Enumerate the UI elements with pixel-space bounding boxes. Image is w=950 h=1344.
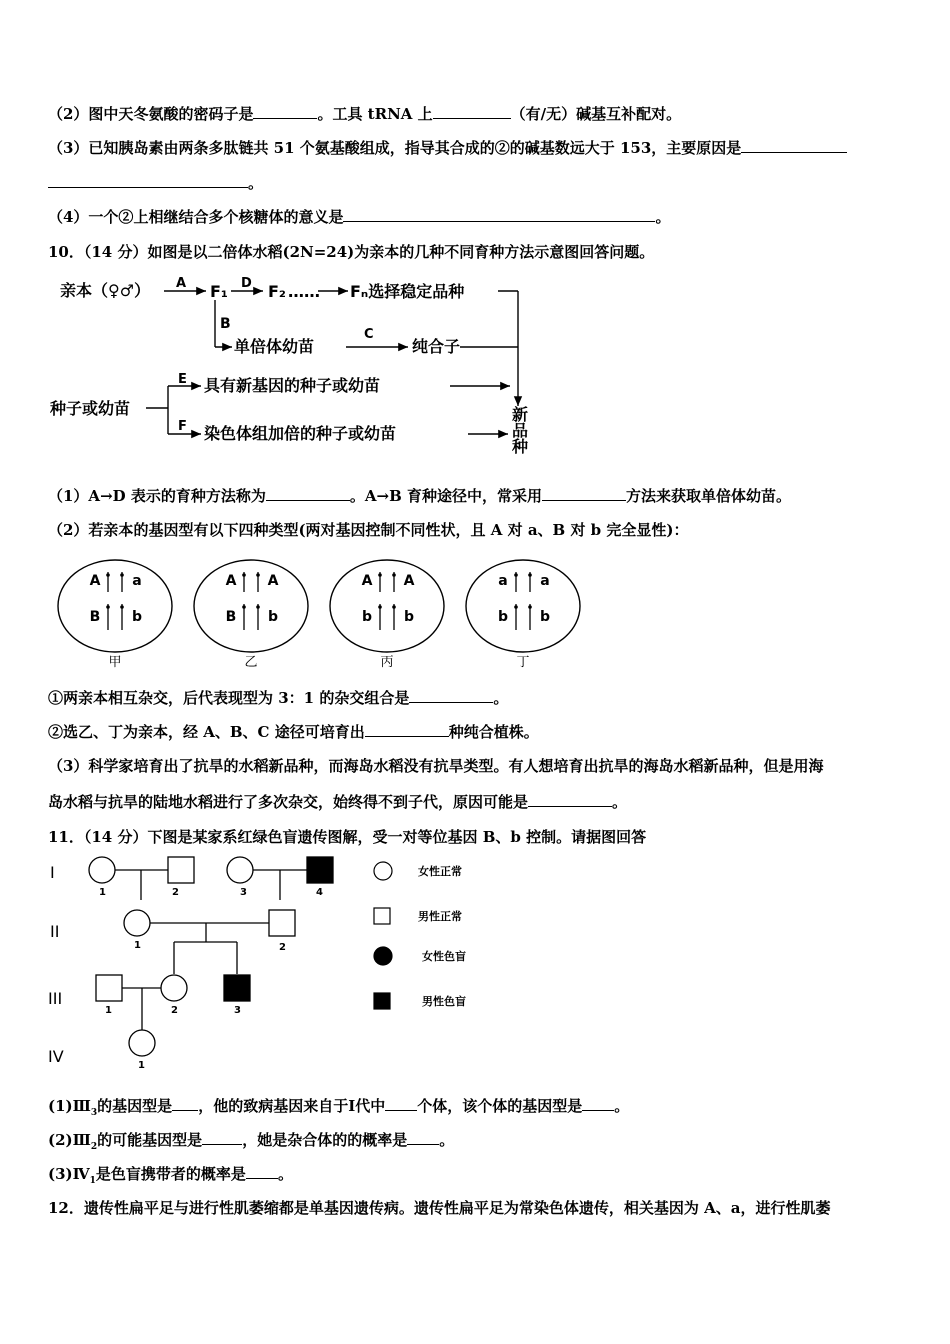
pedigree-male-normal (96, 975, 122, 1001)
q9-part3: （3）已知胰岛素由两条多肽链共 51 个氨基酸组成，指导其合成的②的碱基数远大于 153，主要原因是 (48, 137, 847, 158)
q11-part1: $(1)Ⅲ_3$的基因型是 ，他的致病基因来自于Ⅰ代中 个体，该个体的基因型是 。 (48, 1097, 630, 1118)
allele-label: B (225, 609, 237, 625)
cell-diagram (466, 560, 580, 670)
q10-part3: （3）科学家培育出了抗旱的水稻新品种，而海岛水稻没有抗旱类型。有人想培育出抗旱的海岛水稻新品种，但是用海 (48, 757, 824, 775)
svg-text:3: 3 (234, 1005, 241, 1016)
legend-male-colorblind-icon (374, 993, 390, 1009)
pedigree-chart (40, 850, 500, 1075)
svg-text:4: 4 (316, 887, 323, 898)
q9-part4: （4）一个②上相继结合多个核糖体的意义是 。 (48, 208, 671, 226)
pedigree-female-normal (129, 1030, 155, 1056)
centromere (256, 573, 260, 577)
centromere (106, 605, 110, 609)
svg-text:2: 2 (172, 887, 179, 898)
svg-text:D: D (241, 276, 252, 291)
cell-label: 乙 (244, 655, 258, 670)
legend-female-normal-icon (374, 862, 392, 880)
centromere (528, 573, 532, 577)
pedigree-female-normal (124, 910, 150, 936)
legend-male-normal-icon (374, 908, 390, 924)
q10-sub2: ②选乙、丁为亲本，经 A、B、C 途径可培育出 种纯合植株。 (48, 723, 539, 741)
q10-part2: （2）若亲本的基因型有以下四种类型(两对基因控制不同性状，且 A 对 a、B 对 b 完全显性)： (48, 521, 689, 539)
svg-text:F₂: F₂ (268, 282, 286, 301)
svg-text:种: 种 (512, 437, 529, 456)
cell-diagram (58, 560, 172, 670)
q11-part3: $(3)Ⅳ_1$是色盲携带者的概率是 。 (48, 1165, 293, 1186)
allele-label: a (132, 573, 142, 589)
pedigree-male-normal (168, 857, 194, 883)
pedigree-male-colorblind (224, 975, 250, 1001)
centromere (378, 605, 382, 609)
svg-text:B: B (220, 316, 231, 332)
centromere (514, 573, 518, 577)
gen-label: I (50, 863, 55, 882)
genotype-cells (55, 558, 595, 673)
svg-text:种子或幼苗: 种子或幼苗 (50, 399, 131, 418)
svg-text:男性色盲: 男性色盲 (422, 995, 466, 1008)
svg-text:具有新基因的种子或幼苗: 具有新基因的种子或幼苗 (204, 376, 381, 395)
parent-label: 亲本（♀♂） (60, 281, 151, 300)
pedigree-male-colorblind (307, 857, 333, 883)
q10-sub1: ①两亲本相互杂交，后代表现型为 3：1 的杂交组合是 。 (48, 689, 509, 707)
svg-text:2: 2 (171, 1005, 178, 1016)
svg-text:女性正常: 女性正常 (418, 865, 462, 878)
svg-text:男性正常: 男性正常 (418, 910, 462, 923)
answer-blank[interactable] (409, 688, 493, 703)
q11-stem: 11．（14 分）下图是某家系红绿色盲遗传图解，受一对等位基因 B、b 控制。请据图回答 (48, 828, 647, 846)
q11-part2: $(2)Ⅲ_2$的可能基因型是 ，她是杂合体的的概率是 。 (48, 1131, 455, 1152)
svg-text:纯合子: 纯合子 (412, 337, 461, 356)
answer-blank[interactable] (343, 207, 655, 222)
cell-outline (330, 560, 444, 652)
cell-label: 丙 (380, 655, 394, 670)
answer-blank[interactable] (528, 792, 612, 807)
answer-blank[interactable] (365, 722, 449, 737)
svg-text:……: …… (288, 282, 320, 301)
answer-blank[interactable] (407, 1130, 439, 1145)
centromere (528, 605, 532, 609)
svg-text:1: 1 (134, 940, 141, 951)
pedigree-female-normal (89, 857, 115, 883)
allele-label: b (539, 609, 551, 625)
allele-label: b (131, 609, 143, 625)
answer-blank[interactable] (741, 138, 847, 153)
svg-text:A: A (176, 276, 187, 291)
gen-label: III (48, 989, 63, 1008)
allele-label: B (89, 609, 101, 625)
q10-stem: 10．（14 分）如图是以二倍体水稻(2N=24)为亲本的几种不同育种方法示意图回答问题。 (48, 243, 655, 261)
svg-text:女性色盲: 女性色盲 (422, 950, 466, 963)
svg-text:3: 3 (240, 887, 247, 898)
allele-label: A (225, 573, 237, 589)
answer-blank[interactable] (266, 486, 350, 501)
svg-text:2: 2 (279, 942, 286, 953)
allele-label: b (361, 609, 373, 625)
allele-label: b (403, 609, 415, 625)
centromere (392, 573, 396, 577)
legend-female-colorblind-icon (374, 947, 392, 965)
breeding-diagram (48, 270, 548, 460)
allele-label: A (361, 573, 373, 589)
centromere (106, 573, 110, 577)
pedigree-male-normal (269, 910, 295, 936)
cell-label: 丁 (516, 655, 530, 670)
svg-text:E: E (178, 372, 187, 387)
allele-label: a (498, 573, 508, 589)
genotype-cells-svg (55, 558, 595, 673)
allele-label: A (89, 573, 101, 589)
cell-diagram (194, 560, 308, 670)
centromere (392, 605, 396, 609)
answer-blank[interactable] (246, 1164, 278, 1179)
answer-blank[interactable] (542, 486, 626, 501)
svg-text:1: 1 (105, 1005, 112, 1016)
answer-blank[interactable] (202, 1130, 242, 1145)
cell-diagram (330, 560, 444, 670)
svg-text:Fₙ选择稳定品种: Fₙ选择稳定品种 (350, 282, 465, 301)
gen-label: II (50, 922, 60, 941)
svg-text:品: 品 (512, 421, 529, 440)
cell-label: 甲 (108, 655, 122, 670)
centromere (242, 605, 246, 609)
cell-outline (58, 560, 172, 652)
svg-text:1: 1 (99, 887, 106, 898)
cell-outline (194, 560, 308, 652)
svg-text:F₁: F₁ (210, 282, 228, 301)
svg-text:染色体组加倍的种子或幼苗: 染色体组加倍的种子或幼苗 (204, 424, 397, 443)
q10-part1: （1）A→D 表示的育种方法称为 。A→B 育种途径中，常采用 方法来获取单倍体幼苗。 (48, 487, 791, 505)
allele-label: b (267, 609, 279, 625)
cell-outline (466, 560, 580, 652)
allele-label: a (540, 573, 550, 589)
answer-blank[interactable] (433, 104, 511, 119)
svg-text:新: 新 (512, 405, 529, 424)
centromere (256, 605, 260, 609)
allele-label: A (267, 573, 279, 589)
gen-label: IV (48, 1047, 64, 1066)
answer-blank[interactable] (582, 1096, 614, 1111)
centromere (120, 573, 124, 577)
centromere (378, 573, 382, 577)
answer-blank[interactable] (253, 104, 317, 119)
pedigree-female-normal (161, 975, 187, 1001)
centromere (242, 573, 246, 577)
svg-text:F: F (178, 419, 187, 434)
pedigree-female-normal (227, 857, 253, 883)
centromere (514, 605, 518, 609)
svg-text:1: 1 (138, 1060, 145, 1071)
q9-part3-cont: 。 (48, 172, 263, 193)
answer-blank[interactable] (172, 1096, 198, 1111)
answer-blank[interactable] (48, 173, 248, 188)
q9-part2: （2）图中天冬氨酸的密码子是 。工具 tRNA 上 （有/无）碱基互补配对。 (48, 105, 682, 123)
svg-text:单倍体幼苗: 单倍体幼苗 (234, 337, 315, 356)
q10-part3-cont: 岛水稻与抗旱的陆地水稻进行了多次杂交，始终得不到子代，原因可能是 。 (48, 793, 628, 811)
svg-text:C: C (364, 327, 374, 342)
q12-stem: 12．遗传性扁平足与进行性肌萎缩都是单基因遗传病。遗传性扁平足为常染色体遗传，相关基因为 A、a，进行性肌萎 (48, 1199, 831, 1217)
centromere (120, 605, 124, 609)
answer-blank[interactable] (385, 1096, 417, 1111)
allele-label: A (403, 573, 415, 589)
allele-label: b (497, 609, 509, 625)
